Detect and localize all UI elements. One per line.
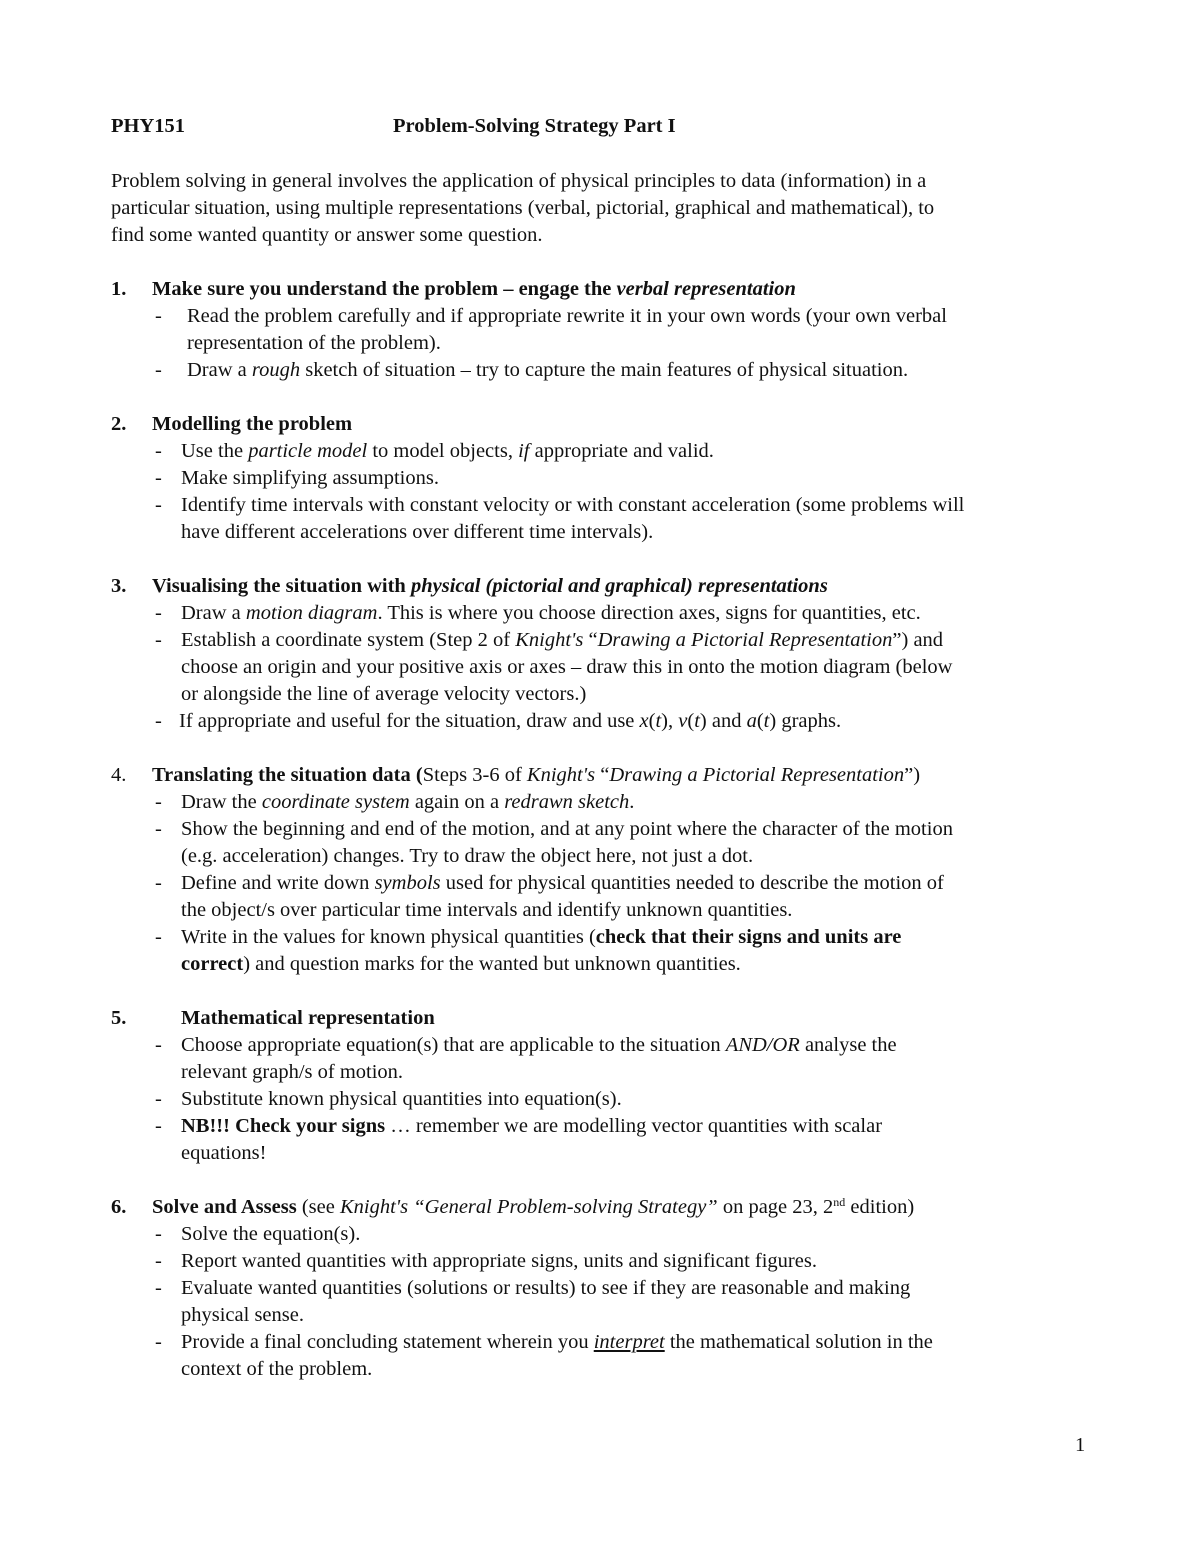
s3-bullet-2: Establish a coordinate system (Step 2 of Knight's “Drawing a Pictorial Representation”) and: [181, 629, 944, 651]
section-1-number: 1.: [111, 278, 127, 300]
s6-bullet-1: Solve the equation(s).: [181, 1223, 361, 1245]
section-3-heading: Visualising the situation with physical (pictorial and graphical) representations: [152, 575, 828, 597]
s4-bullet-4-cont: correct) and question marks for the wanted but unknown quantities.: [181, 953, 741, 975]
bullet-dash: -: [155, 359, 162, 381]
section-5-heading: Mathematical representation: [181, 1007, 435, 1029]
bullet-dash: -: [155, 1088, 162, 1110]
s5-bullet-3: NB!!! Check your signs … remember we are modelling vector quantities with scalar: [181, 1115, 883, 1137]
page-number: 1: [1075, 1434, 1086, 1456]
s3-bullet-1: Draw a motion diagram. This is where you choose direction axes, signs for quantities, etc.: [181, 602, 921, 624]
section-3-number: 3.: [111, 575, 127, 597]
s2-bullet-3: Identify time intervals with constant velocity or with constant acceleration (some problems will: [181, 494, 965, 516]
s1-bullet-1: Read the problem carefully and if appropriate rewrite it in your own words (your own verbal: [187, 305, 947, 327]
bullet-dash: -: [155, 602, 162, 624]
s3-bullet-3: If appropriate and useful for the situation, draw and use x(t), v(t) and a(t) graphs.: [179, 710, 842, 732]
s1-bullet-1-cont: representation of the problem).: [187, 332, 441, 354]
s6-bullet-3: Evaluate wanted quantities (solutions or results) to see if they are reasonable and making: [181, 1277, 911, 1299]
bullet-dash: -: [155, 1115, 162, 1137]
bullet-dash: -: [155, 1223, 162, 1245]
s2-bullet-1: Use the particle model to model objects, if appropriate and valid.: [181, 440, 714, 462]
intro-line-1: Problem solving in general involves the application of physical principles to data (information) in a: [111, 170, 927, 192]
s4-bullet-3-cont: the object/s over particular time intervals and identify unknown quantities.: [181, 899, 793, 921]
s6-bullet-4-cont: context of the problem.: [181, 1358, 373, 1380]
bullet-dash: -: [155, 305, 162, 327]
page-title: Problem-Solving Strategy Part I: [393, 115, 676, 137]
bullet-dash: -: [155, 494, 162, 516]
bullet-dash: -: [155, 818, 162, 840]
s5-bullet-3-cont: equations!: [181, 1142, 267, 1164]
s5-bullet-1-cont: relevant graph/s of motion.: [181, 1061, 404, 1083]
s4-bullet-4: Write in the values for known physical quantities (check that their signs and units are: [181, 926, 902, 948]
s3-bullet-2-cont-2: or alongside the line of average velocity vectors.): [181, 683, 587, 705]
intro-line-3: find some wanted quantity or answer some question.: [111, 224, 543, 246]
intro-line-2: particular situation, using multiple representations (verbal, pictorial, graphical and mathematical), to: [111, 197, 935, 219]
s4-bullet-2-cont: (e.g. acceleration) changes. Try to draw the object here, not just a dot.: [181, 845, 754, 867]
bullet-dash: -: [155, 1250, 162, 1272]
bullet-dash: -: [155, 1034, 162, 1056]
bullet-dash: -: [155, 710, 162, 732]
section-1-heading: Make sure you understand the problem – engage the verbal representation: [152, 278, 796, 300]
s3-bullet-2-cont-1: choose an origin and your positive axis or axes – draw this in onto the motion diagram (below: [181, 656, 953, 678]
section-6-heading: Solve and Assess (see Knight's “General Problem-solving Strategy” on page 23, 2nd edition): [152, 1195, 915, 1218]
s6-bullet-2: Report wanted quantities with appropriate signs, units and significant figures.: [181, 1250, 817, 1272]
s6-bullet-4: Provide a final concluding statement wherein you interpret the mathematical solution in the: [181, 1331, 933, 1353]
s4-bullet-1: Draw the coordinate system again on a redrawn sketch.: [181, 791, 635, 813]
bullet-dash: -: [155, 1277, 162, 1299]
bullet-dash: -: [155, 467, 162, 489]
s4-bullet-2: Show the beginning and end of the motion, and at any point where the character of the motion: [181, 818, 953, 840]
s2-bullet-3-cont: have different accelerations over different time intervals).: [181, 521, 654, 543]
s6-bullet-3-cont: physical sense.: [181, 1304, 304, 1326]
bullet-dash: -: [155, 926, 162, 948]
section-2-number: 2.: [111, 413, 127, 435]
s5-bullet-1: Choose appropriate equation(s) that are applicable to the situation AND/OR analyse the: [181, 1034, 897, 1056]
section-4-heading: Translating the situation data (Steps 3-6 of Knight's “Drawing a Pictorial Representation”): [152, 764, 921, 786]
bullet-dash: -: [155, 872, 162, 894]
bullet-dash: -: [155, 440, 162, 462]
bullet-dash: -: [155, 1331, 162, 1353]
section-6-number: 6.: [111, 1196, 127, 1218]
bullet-dash: -: [155, 629, 162, 651]
s2-bullet-2: Make simplifying assumptions.: [181, 467, 439, 489]
section-4-number: 4.: [111, 764, 127, 786]
section-2-heading: Modelling the problem: [152, 413, 353, 435]
s5-bullet-2: Substitute known physical quantities into equation(s).: [181, 1088, 622, 1110]
bullet-dash: -: [155, 791, 162, 813]
s1-bullet-2: Draw a rough sketch of situation – try to capture the main features of physical situation.: [187, 359, 909, 381]
s4-bullet-3: Define and write down symbols used for physical quantities needed to describe the motion of: [181, 872, 944, 894]
course-code: PHY151: [111, 115, 186, 137]
section-5-number: 5.: [111, 1007, 127, 1029]
